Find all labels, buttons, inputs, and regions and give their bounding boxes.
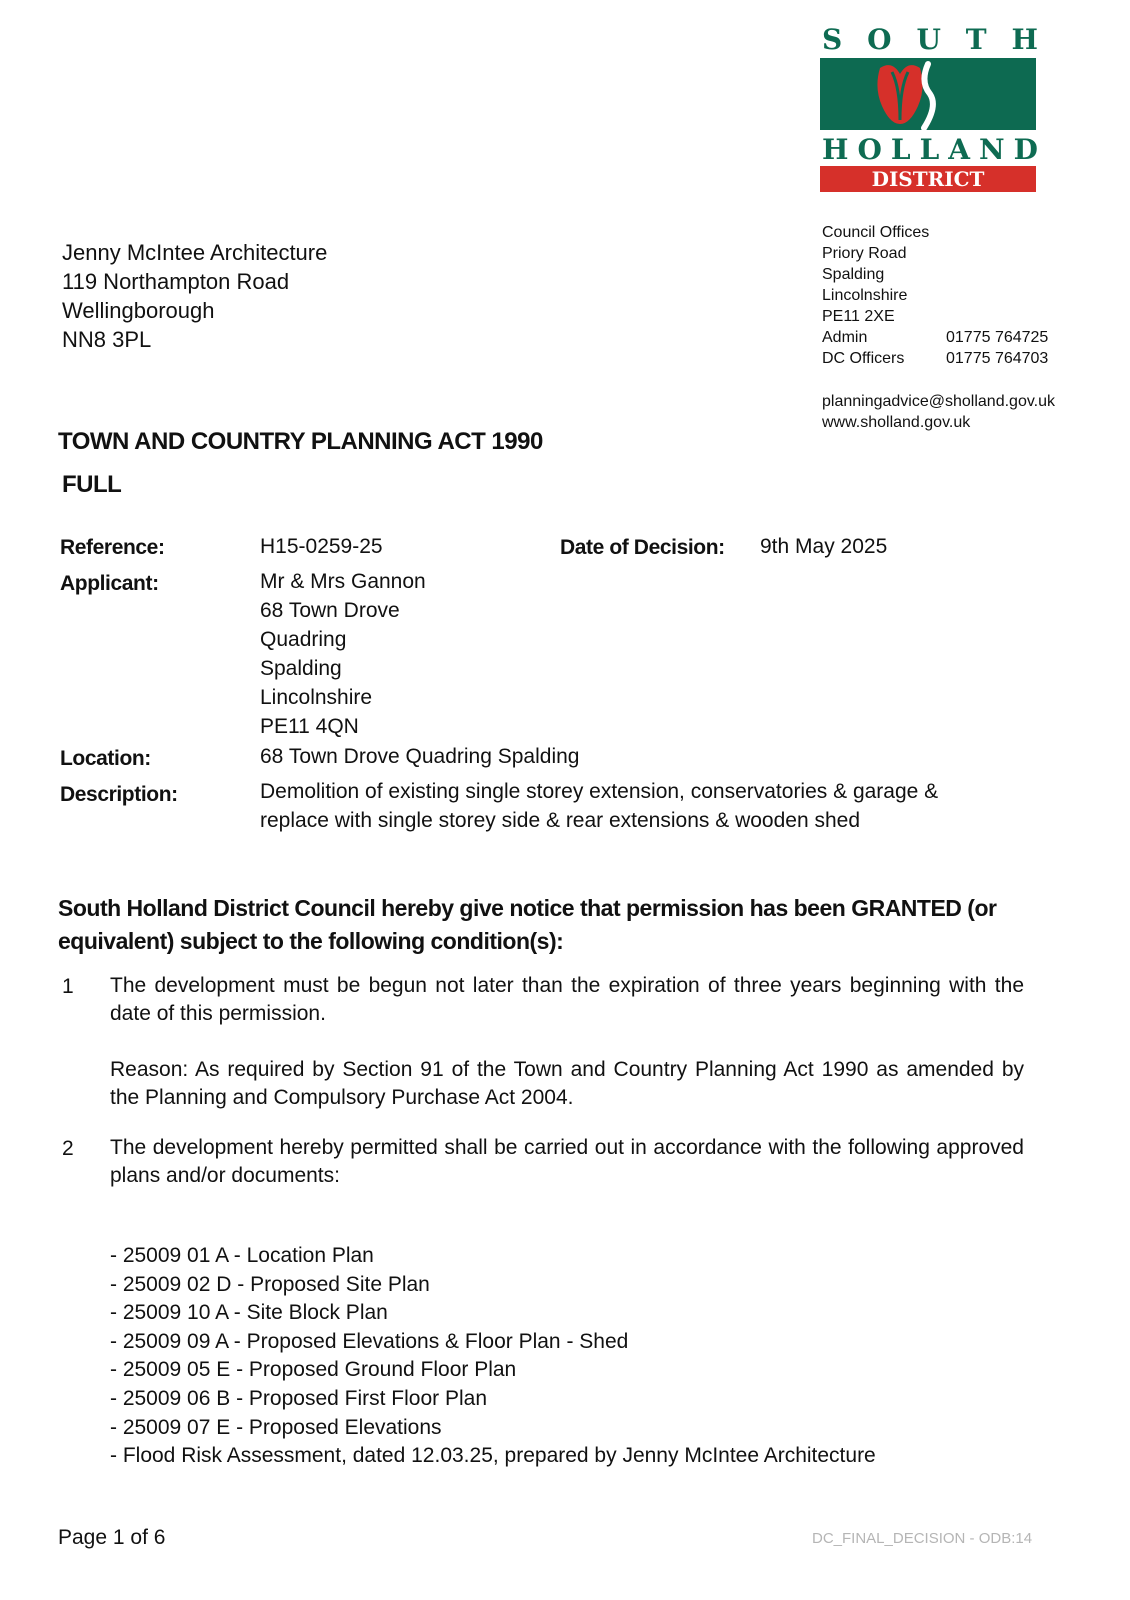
addressee-line: NN8 3PL: [62, 327, 152, 352]
tulip-emblem: [820, 58, 1036, 130]
plan-item: - Flood Risk Assessment, dated 12.03.25, prepared by Jenny McIntee Architecture: [110, 1444, 876, 1468]
condition-text: The development must be begun not later than the expiration of three years beginning with the date of this permission.: [110, 974, 1024, 1025]
council-address-line: Council Offices: [822, 224, 930, 241]
decision-date-value: 9th May 2025: [760, 535, 888, 558]
plan-item: - 25009 09 A - Proposed Elevations & Floor Plan - Shed: [110, 1329, 629, 1353]
plan-item: - 25009 05 E - Proposed Ground Floor Plan: [110, 1358, 517, 1382]
logo-word-south: S O U T H: [822, 23, 1038, 56]
phone-row-admin: [822, 327, 1112, 348]
council-address-line: Spalding: [822, 266, 885, 283]
addressee-line: Wellingborough: [62, 298, 215, 323]
council-email: planningadvice@sholland.gov.uk: [822, 393, 1055, 410]
phone-number: 01775 764703: [946, 350, 1049, 367]
approved-plans-list: [110, 1242, 876, 1471]
description-line: Demolition of existing single storey extension, conservatories & garage &: [260, 780, 939, 803]
application-type: FULL: [62, 471, 122, 498]
logo-district-council: DISTRICT COUNCIL: [820, 166, 1036, 192]
phone-number: 01775 764725: [946, 329, 1049, 346]
plan-item: - 25009 06 B - Proposed First Floor Plan: [110, 1386, 488, 1410]
plan-item: - 25009 02 D - Proposed Site Plan: [110, 1272, 430, 1296]
phone-label: DC Officers: [822, 350, 905, 367]
description-label: Description:: [60, 783, 178, 806]
council-logo: [820, 23, 1040, 217]
condition-reason: Reason: As required by Section 91 of the Town and Country Planning Act 1990 as amended by the Planning and Compulsory Purchase Act 2004.: [110, 1058, 1024, 1109]
applicant-line: Lincolnshire: [260, 686, 373, 709]
applicant-line: Quadring: [260, 628, 347, 651]
condition-number: 1: [62, 975, 74, 998]
page-number: Page 1 of 6: [58, 1526, 166, 1549]
council-address-line: Lincolnshire: [822, 287, 908, 304]
plan-item: - 25009 01 A - Location Plan: [110, 1244, 374, 1267]
plan-item: - 25009 10 A - Site Block Plan: [110, 1301, 388, 1325]
description-line: replace with single storey side & rear extensions & wooden shed: [260, 809, 860, 832]
applicant-line: 68 Town Drove: [260, 599, 400, 622]
act-title: TOWN AND COUNTRY PLANNING ACT 1990: [58, 428, 543, 455]
council-address-line: Priory Road: [822, 245, 907, 262]
applicant-line: Spalding: [260, 657, 342, 680]
applicant-block: [260, 567, 426, 741]
applicant-label: Applicant:: [60, 572, 159, 595]
reference-label: Reference:: [60, 536, 165, 559]
reference-value: H15-0259-25: [260, 535, 383, 558]
condition-text: The development hereby permitted shall be carried out in accordance with the following approved plans and/or documents:: [110, 1136, 1024, 1187]
phone-row-dc-officers: [822, 348, 1112, 369]
applicant-line: PE11 4QN: [260, 715, 359, 738]
addressee-line: Jenny McIntee Architecture: [62, 240, 328, 265]
phone-label: Admin: [822, 329, 868, 346]
document-code: DC_FINAL_DECISION - ODB:14: [812, 1530, 1033, 1547]
council-address-line: PE11 2XE: [822, 308, 895, 325]
condition-number: 2: [62, 1137, 74, 1160]
addressee-block: [62, 238, 327, 354]
grant-notice: South Holland District Council hereby give notice that permission has been GRANTED (or equivalent) subject to the following condition(s):: [58, 895, 997, 954]
council-contact-block: [822, 222, 1112, 433]
description-value: [260, 777, 938, 835]
council-website: www.sholland.gov.uk: [822, 414, 971, 431]
decision-date-label: Date of Decision:: [560, 536, 725, 559]
logo-word-holland: H O L L A N D: [822, 133, 1038, 166]
applicant-line: Mr & Mrs Gannon: [260, 570, 426, 593]
plan-item: - 25009 07 E - Proposed Elevations: [110, 1415, 442, 1439]
location-label: Location:: [60, 747, 151, 770]
location-value: 68 Town Drove Quadring Spalding: [260, 745, 580, 768]
tulip-icon: [820, 58, 1036, 130]
addressee-line: 119 Northampton Road: [62, 269, 290, 294]
